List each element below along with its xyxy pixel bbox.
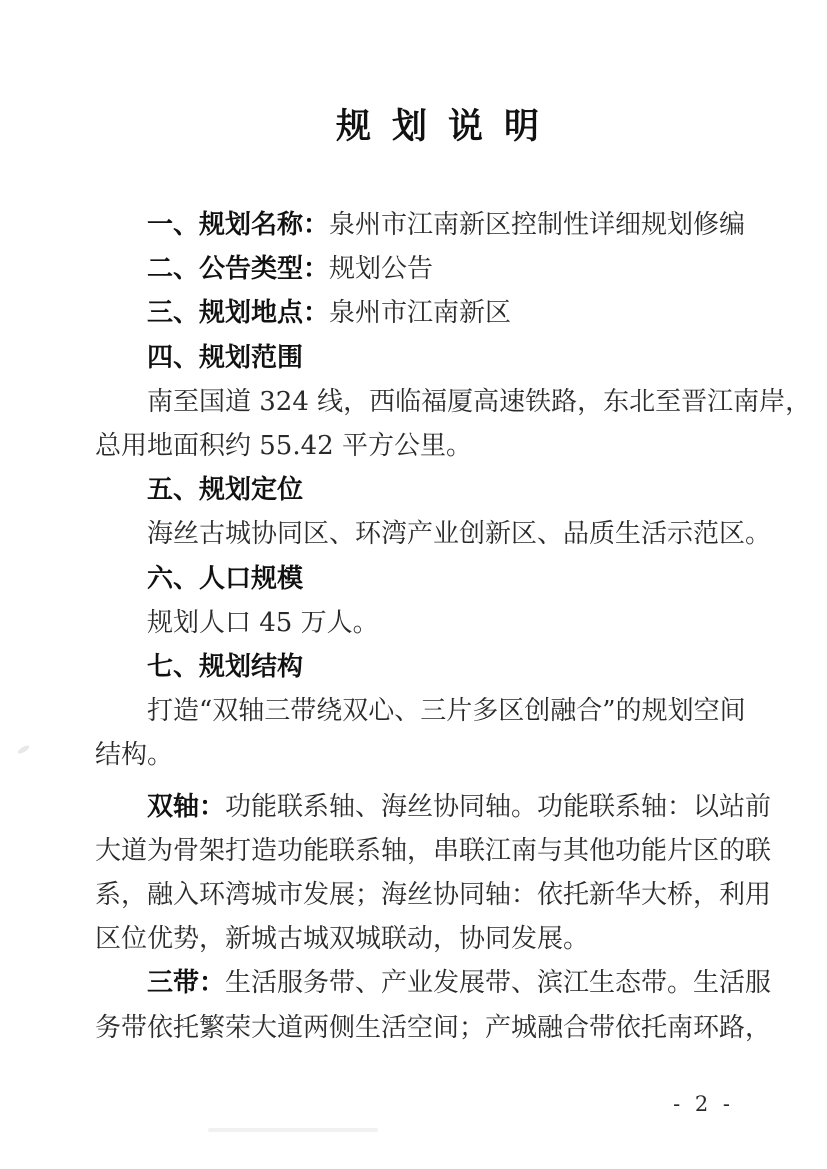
heading-run: 七、规划结构 [147, 652, 304, 683]
page-number: - 2 - [673, 1092, 734, 1116]
body-run: 规划人口 45 万人。 [147, 607, 379, 638]
heading-run: 三带： [147, 968, 226, 999]
document-line [95, 961, 790, 1005]
body-run: 功能联系轴、海丝协同轴。功能联系轴：以站前 [225, 791, 772, 822]
document-line [95, 601, 790, 645]
heading-run: 四、规划范围 [147, 342, 304, 373]
document-line [95, 917, 790, 961]
body-run: 南至国道 324 线，西临福厦高速铁路，东北至晋江南岸， [147, 386, 812, 417]
body-run: 务带依托繁荣大道两侧生活空间；产城融合带依托南环路， [95, 1012, 772, 1043]
document-line [95, 291, 790, 335]
document-line [95, 733, 790, 777]
document-line [95, 380, 812, 424]
heading-run: 二、公告类型： [147, 254, 330, 285]
body-run: 结构。 [95, 740, 174, 771]
body-run: 生活服务带、产业发展带、滨江生态带。生活服 [225, 968, 772, 999]
document-line [95, 424, 790, 468]
body-run: 总用地面积约 55.42 平方公里。 [95, 431, 472, 462]
document-lines [95, 203, 812, 1050]
document-line [95, 689, 790, 733]
heading-run: 双轴： [147, 791, 226, 822]
heading-run: 五、规划定位 [147, 475, 304, 506]
section-heading [95, 645, 790, 689]
document-line [95, 785, 790, 829]
heading-run: 一、规划名称： [147, 210, 330, 240]
document-line [95, 203, 790, 247]
body-run: 系，融入环湾城市发展；海丝协同轴：依托新华大桥，利用 [95, 880, 772, 911]
body-run: 泉州市江南新区 [329, 298, 512, 329]
document-line [95, 873, 790, 917]
document-line [95, 247, 790, 291]
section-heading [95, 468, 790, 512]
body-run: 大道为骨架打造功能联系轴，串联江南与其他功能片区的联 [95, 835, 772, 866]
body-run: 打造“双轴三带绕双心、三片多区创融合”的规划空间 [147, 696, 746, 727]
body-run: 规划公告 [329, 254, 434, 285]
page-title: 规划说明 [335, 106, 560, 147]
heading-run: 六、人口规模 [147, 563, 304, 594]
body-run: 区位优势，新城古城双城联动，协同发展。 [95, 924, 590, 955]
document-line [95, 829, 790, 873]
body-run: 泉州市江南新区控制性详细规划修编 [329, 210, 746, 240]
document-line [95, 512, 790, 556]
document-line [95, 1006, 790, 1050]
section-heading [95, 557, 790, 601]
scan-smudge [17, 744, 31, 755]
section-heading [95, 336, 790, 380]
body-run: 海丝古城协同区、环湾产业创新区、品质生活示范区。 [147, 519, 772, 550]
scan-smudge [208, 1128, 378, 1132]
heading-run: 三、规划地点： [147, 298, 330, 329]
